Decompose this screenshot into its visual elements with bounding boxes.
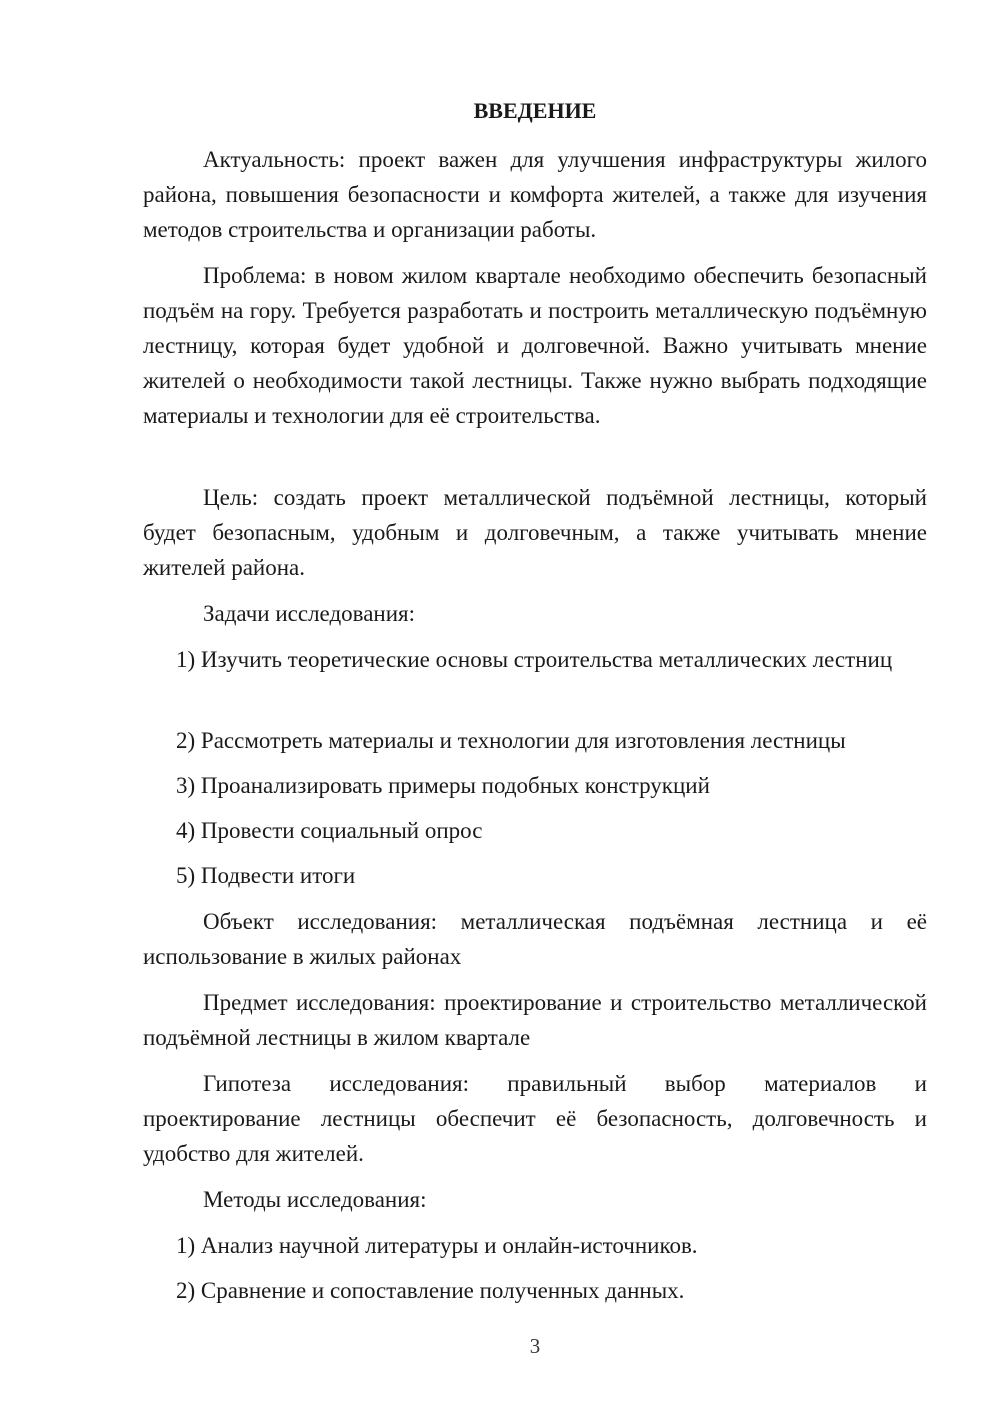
relevance-paragraph: Актуальность: проект важен для улучшения инфраструктуры жилого района, повышения безопасности и комфорта жителей, а также для изучения методов строительства и организации работы.	[143, 147, 927, 242]
method-item: 2) Сравнение и сопоставление полученных данных.	[176, 1278, 685, 1303]
goal-paragraph: Цель: создать проект металлической подъёмной лестницы, который будет безопасным, удобным и долговечным, а также учитывать мнение жителей района.	[143, 485, 927, 580]
tasks-heading-block	[143, 596, 927, 631]
problem-paragraph: Проблема: в новом жилом квартале необходимо обеспечить безопасный подъём на гору. Требуется разработать и построить металлическую подъёмную лестницу, которая будет удобной и долговечной. Важно учитывать мнение жителей о необходимости такой лестницы. Также нужно выбрать подходящие материалы и технологии для её строительства.	[143, 263, 927, 428]
task-item: 2) Рассмотреть материалы и технологии для изготовления лестницы	[176, 728, 846, 753]
hypothesis-paragraph-block	[143, 1066, 927, 1171]
task-item-2-block	[143, 723, 927, 758]
task-item: 1) Изучить теоретические основы строительства металлических лестниц	[176, 647, 893, 672]
object-paragraph-block	[143, 904, 927, 974]
object-paragraph: Объект исследования: металлическая подъёмная лестница и её использование в жилых районах	[143, 909, 927, 969]
task-item-4-block	[143, 813, 927, 848]
subject-paragraph-block	[143, 985, 927, 1055]
methods-heading-block	[143, 1182, 927, 1217]
tasks-heading: Задачи исследования:	[203, 601, 416, 626]
task-item: 5) Подвести итоги	[176, 863, 356, 888]
task-item: 3) Проанализировать примеры подобных конструкций	[176, 773, 710, 798]
task-item-3-block	[143, 768, 927, 803]
subject-paragraph: Предмет исследования: проектирование и строительство металлической подъёмной лестницы в жилом квартале	[143, 990, 927, 1050]
method-item-1-block	[143, 1228, 927, 1263]
methods-heading: Методы исследования:	[203, 1187, 427, 1212]
goal-paragraph-block	[143, 480, 927, 585]
section-title: ВВЕДЕНИЕ	[473, 98, 597, 123]
method-item: 1) Анализ научной литературы и онлайн-источников.	[176, 1233, 698, 1258]
hypothesis-paragraph: Гипотеза исследования: правильный выбор материалов и проектирование лестницы обеспечит её безопасность, долговечность и удобство для жителей.	[143, 1071, 927, 1166]
task-item-1-block	[143, 642, 927, 677]
task-item-5-block	[143, 858, 927, 893]
relevance-paragraph-block	[143, 142, 927, 247]
problem-paragraph-block	[143, 258, 927, 433]
method-item-2-block	[143, 1273, 927, 1308]
page-number: 3	[529, 1334, 541, 1358]
task-item: 4) Провести социальный опрос	[176, 818, 483, 843]
